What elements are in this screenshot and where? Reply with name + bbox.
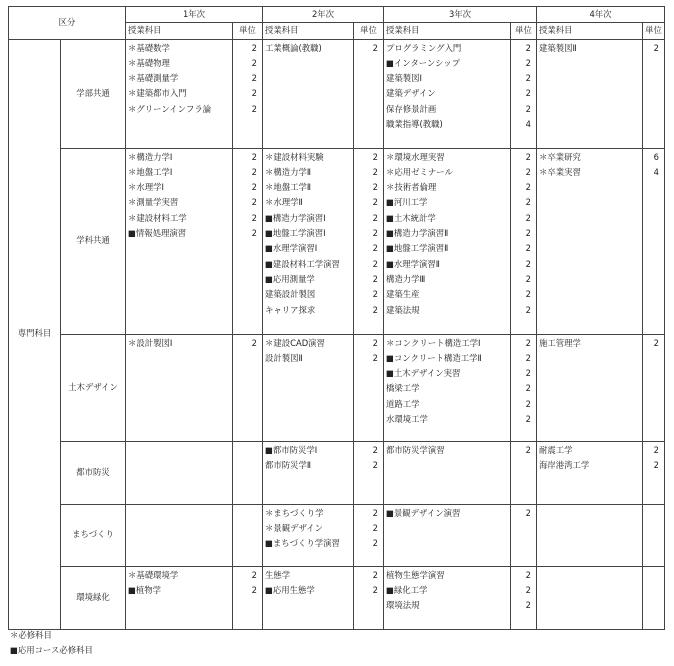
course-name-cell: [537, 334, 643, 441]
course-units: 2: [372, 42, 378, 53]
course-unit-cell: [233, 441, 263, 504]
course-units: 2: [525, 569, 531, 580]
course-name: ＊水理学Ⅰ: [128, 182, 164, 193]
course-units: 2: [525, 151, 531, 162]
course-unit-cell: [354, 504, 384, 566]
group-name-cell: 都市防災: [61, 441, 126, 504]
course-units: 2: [251, 337, 257, 348]
course-name-cell: [384, 566, 511, 629]
course-units: 6: [653, 151, 659, 162]
course-units: 4: [525, 119, 531, 130]
course-name: 生態学: [265, 569, 291, 580]
course-units: 2: [372, 538, 378, 549]
course-name: ＊基礎数学: [128, 42, 170, 53]
course-units: 2: [372, 197, 378, 208]
course-units: 2: [525, 73, 531, 84]
course-units: 2: [525, 444, 531, 455]
course-units: 2: [525, 243, 531, 254]
course-name: ■地盤工学演習Ⅱ: [386, 243, 449, 254]
course-name-cell: [384, 441, 511, 504]
legend-required: ＊必修科目: [10, 630, 52, 640]
course-name: ＊応用ゼミナール: [386, 166, 453, 177]
course-units: 2: [525, 600, 531, 611]
course-units: 2: [653, 337, 659, 348]
course-units: 2: [525, 398, 531, 409]
course-unit-cell: [233, 148, 263, 334]
course-name: プログラミング入門: [386, 42, 462, 53]
curriculum-body: [9, 7, 665, 630]
course-name-cell: [384, 504, 511, 566]
course-units: 2: [525, 228, 531, 239]
course-name: ■応用生態学: [265, 584, 315, 595]
course-name: ■水理学演習Ⅰ: [265, 243, 318, 254]
course-units: 2: [251, 73, 257, 84]
course-units: 2: [372, 182, 378, 193]
course-unit-cell: [354, 441, 384, 504]
course-name: ＊設計製図Ⅰ: [128, 337, 173, 348]
course-units: 2: [525, 584, 531, 595]
subject-header-1: 授業科目: [126, 23, 233, 39]
course-name: 設計製図Ⅱ: [265, 352, 303, 363]
course-name-cell: [126, 39, 233, 148]
course-unit-cell: [233, 334, 263, 441]
course-name: ＊環境水理実習: [386, 151, 445, 162]
course-name: ■構造力学演習Ⅰ: [265, 212, 326, 223]
course-name: ＊景観デザイン: [265, 522, 324, 533]
course-name: 建築設計製図: [265, 289, 316, 300]
course-units: 2: [251, 182, 257, 193]
course-units: 2: [251, 57, 257, 68]
legend: [10, 628, 93, 658]
course-name: 都市防災学Ⅱ: [265, 459, 311, 470]
course-name: ＊建設材料工学: [128, 212, 187, 223]
course-name: ■緑化工学: [386, 584, 428, 595]
group-row: [9, 441, 665, 504]
course-units: 2: [525, 57, 531, 68]
course-name: ＊建築都市入門: [128, 88, 187, 99]
course-name: ■応用測量学: [265, 273, 315, 284]
year-header-1: 1年次: [126, 7, 263, 23]
course-units: 2: [372, 243, 378, 254]
course-unit-cell: [643, 334, 665, 441]
course-name: キャリア探求: [265, 304, 316, 315]
course-units: 2: [251, 88, 257, 99]
course-units: 2: [525, 273, 531, 284]
group-row: [9, 148, 665, 334]
course-name: ■地盤工学演習Ⅰ: [265, 228, 326, 239]
course-name: 橋梁工学: [386, 383, 420, 394]
course-name: 建築製図Ⅰ: [386, 73, 422, 84]
course-name-cell: [263, 39, 354, 148]
course-name: ＊地盤工学Ⅱ: [265, 182, 311, 193]
course-unit-cell: [233, 39, 263, 148]
unit-header-1: 単位: [233, 23, 263, 39]
course-name: ＊測量学実習: [128, 197, 179, 208]
group-name-cell: 環境緑化: [61, 566, 126, 629]
course-unit-cell: [233, 504, 263, 566]
course-name: ■土木統計学: [386, 212, 436, 223]
course-unit-cell: [511, 566, 537, 629]
course-name-cell: [537, 504, 643, 566]
course-units: 2: [525, 258, 531, 269]
course-name-cell: [263, 148, 354, 334]
course-units: 2: [372, 228, 378, 239]
subject-header-3: 授業科目: [384, 23, 511, 39]
course-name: ■植物学: [128, 584, 162, 595]
course-name: 職業指導(教職): [386, 119, 443, 130]
course-name-cell: [384, 39, 511, 148]
course-units: 2: [525, 304, 531, 315]
course-units: 2: [251, 42, 257, 53]
group-row: [9, 504, 665, 566]
course-units: 2: [653, 459, 659, 470]
course-name: ■水理学演習Ⅱ: [386, 258, 440, 269]
course-name-cell: [384, 334, 511, 441]
course-unit-cell: [643, 441, 665, 504]
course-units: 2: [251, 197, 257, 208]
course-units: 2: [372, 569, 378, 580]
group-row: [9, 334, 665, 441]
course-name: 植物生態学演習: [386, 569, 445, 580]
course-units: 4: [653, 166, 659, 177]
course-name: 建築デザイン: [386, 88, 436, 99]
course-name-cell: [126, 148, 233, 334]
course-units: 2: [525, 182, 531, 193]
course-name-cell: [537, 148, 643, 334]
unit-header-4: 単位: [643, 23, 665, 39]
course-unit-cell: [354, 39, 384, 148]
course-units: 2: [372, 352, 378, 363]
course-units: 2: [525, 42, 531, 53]
legend-course-required: ■応用コース必修科目: [10, 645, 93, 655]
course-name: 建築製図Ⅱ: [539, 42, 577, 53]
course-unit-cell: [643, 39, 665, 148]
course-units: 2: [372, 273, 378, 284]
group-row: [9, 39, 665, 148]
category-cell: 専門科目: [9, 39, 61, 629]
course-units: 2: [372, 337, 378, 348]
course-name: 保存修景計画: [386, 103, 437, 114]
course-name: ＊卒業実習: [539, 166, 581, 177]
course-name-cell: [126, 334, 233, 441]
course-name: ＊地盤工学Ⅰ: [128, 166, 173, 177]
year-header-row: [9, 7, 665, 23]
course-name: 建築法規: [386, 304, 420, 315]
course-units: 2: [372, 151, 378, 162]
course-name: 工業概論(教職): [265, 42, 322, 53]
subject-header-4: 授業科目: [537, 23, 643, 39]
course-units: 2: [372, 166, 378, 177]
course-name-cell: [537, 39, 643, 148]
course-name-cell: [263, 334, 354, 441]
course-units: 2: [525, 166, 531, 177]
course-unit-cell: [511, 334, 537, 441]
course-units: 2: [525, 383, 531, 394]
course-units: 2: [653, 444, 659, 455]
subject-header-2: 授業科目: [263, 23, 354, 39]
unit-header-2: 単位: [354, 23, 384, 39]
course-units: 2: [525, 352, 531, 363]
course-units: 2: [372, 522, 378, 533]
course-name: ■河川工学: [386, 197, 428, 208]
course-name: 環境法規: [386, 600, 420, 611]
course-units: 2: [372, 584, 378, 595]
course-name-cell: [384, 148, 511, 334]
course-units: 2: [653, 42, 659, 53]
course-units: 2: [525, 212, 531, 223]
kubun-header: 区分: [9, 7, 126, 40]
course-unit-cell: [511, 441, 537, 504]
course-unit-cell: [354, 148, 384, 334]
course-name: ＊建設材料実験: [265, 151, 324, 162]
course-name: ■構造力学演習Ⅱ: [386, 228, 449, 239]
course-units: 2: [372, 258, 378, 269]
group-name-cell: 学科共通: [61, 148, 126, 334]
course-unit-cell: [643, 566, 665, 629]
course-unit-cell: [511, 504, 537, 566]
course-unit-cell: [643, 504, 665, 566]
course-units: 2: [372, 507, 378, 518]
course-name: ＊卒業研究: [539, 151, 581, 162]
curriculum-table-wrapper: [8, 6, 665, 630]
course-name: ■まちづくり学演習: [265, 538, 340, 549]
course-units: 2: [525, 337, 531, 348]
course-name: ＊コンクリート構造工学Ⅰ: [386, 337, 481, 348]
course-name: ■インターンシップ: [386, 57, 461, 68]
course-units: 2: [251, 151, 257, 162]
unit-header-3: 単位: [511, 23, 537, 39]
course-name-cell: [263, 566, 354, 629]
course-units: 2: [525, 368, 531, 379]
course-name-cell: [263, 441, 354, 504]
course-name: 水環境工学: [386, 414, 428, 425]
course-name: 海岸港湾工学: [539, 459, 590, 470]
course-name: 耐震工学: [539, 444, 573, 455]
course-units: 2: [525, 88, 531, 99]
course-name: 構造力学Ⅲ: [386, 273, 426, 284]
course-name-cell: [537, 566, 643, 629]
course-units: 2: [372, 212, 378, 223]
course-units: 2: [251, 584, 257, 595]
course-name: 建築生産: [386, 289, 420, 300]
course-name-cell: [126, 566, 233, 629]
year-header-3: 3年次: [384, 7, 537, 23]
course-name: 都市防災学演習: [386, 444, 445, 455]
course-name: ■景観デザイン演習: [386, 507, 461, 518]
course-name-cell: [126, 441, 233, 504]
course-units: 2: [251, 212, 257, 223]
course-name: ＊基礎環境学: [128, 569, 179, 580]
course-name: ＊建設CAD演習: [265, 337, 325, 348]
course-name: ＊まちづくり学: [265, 507, 324, 518]
year-header-4: 4年次: [537, 7, 665, 23]
course-units: 2: [251, 569, 257, 580]
course-name: ■都市防災学Ⅰ: [265, 444, 318, 455]
course-name: ＊水理学Ⅱ: [265, 197, 303, 208]
course-name: ＊技術者倫理: [386, 182, 437, 193]
course-name: ■建設材料工学演習: [265, 258, 340, 269]
course-name-cell: [126, 504, 233, 566]
course-units: 2: [251, 166, 257, 177]
course-name: ＊基礎物理: [128, 57, 170, 68]
course-unit-cell: [511, 39, 537, 148]
course-units: 2: [251, 103, 257, 114]
course-name: ＊グリーンインフラ論: [128, 103, 212, 114]
course-unit-cell: [233, 566, 263, 629]
course-name: ■土木デザイン実習: [386, 368, 461, 379]
curriculum-table: [8, 6, 665, 630]
course-units: 2: [372, 459, 378, 470]
course-units: 2: [525, 103, 531, 114]
course-units: 2: [372, 304, 378, 315]
course-unit-cell: [643, 148, 665, 334]
group-name-cell: まちづくり: [61, 504, 126, 566]
group-name-cell: 土木デザイン: [61, 334, 126, 441]
course-unit-cell: [354, 334, 384, 441]
group-row: [9, 566, 665, 629]
course-unit-cell: [354, 566, 384, 629]
course-name: ＊構造力学Ⅰ: [128, 151, 173, 162]
course-unit-cell: [511, 148, 537, 334]
course-units: 2: [525, 289, 531, 300]
course-name: ■コンクリート構造工学Ⅱ: [386, 352, 482, 363]
course-name-cell: [263, 504, 354, 566]
course-name: ＊基礎測量学: [128, 73, 179, 84]
course-name: ■情報処理演習: [128, 228, 187, 239]
course-name: 施工管理学: [539, 337, 581, 348]
course-name: 道路工学: [386, 398, 420, 409]
year-header-2: 2年次: [263, 7, 384, 23]
group-name-cell: 学部共通: [61, 39, 126, 148]
course-units: 2: [525, 197, 531, 208]
course-name: ＊構造力学Ⅱ: [265, 166, 311, 177]
course-units: 2: [372, 444, 378, 455]
course-units: 2: [372, 289, 378, 300]
course-name-cell: [537, 441, 643, 504]
course-units: 2: [525, 507, 531, 518]
course-units: 2: [251, 228, 257, 239]
course-units: 2: [525, 414, 531, 425]
